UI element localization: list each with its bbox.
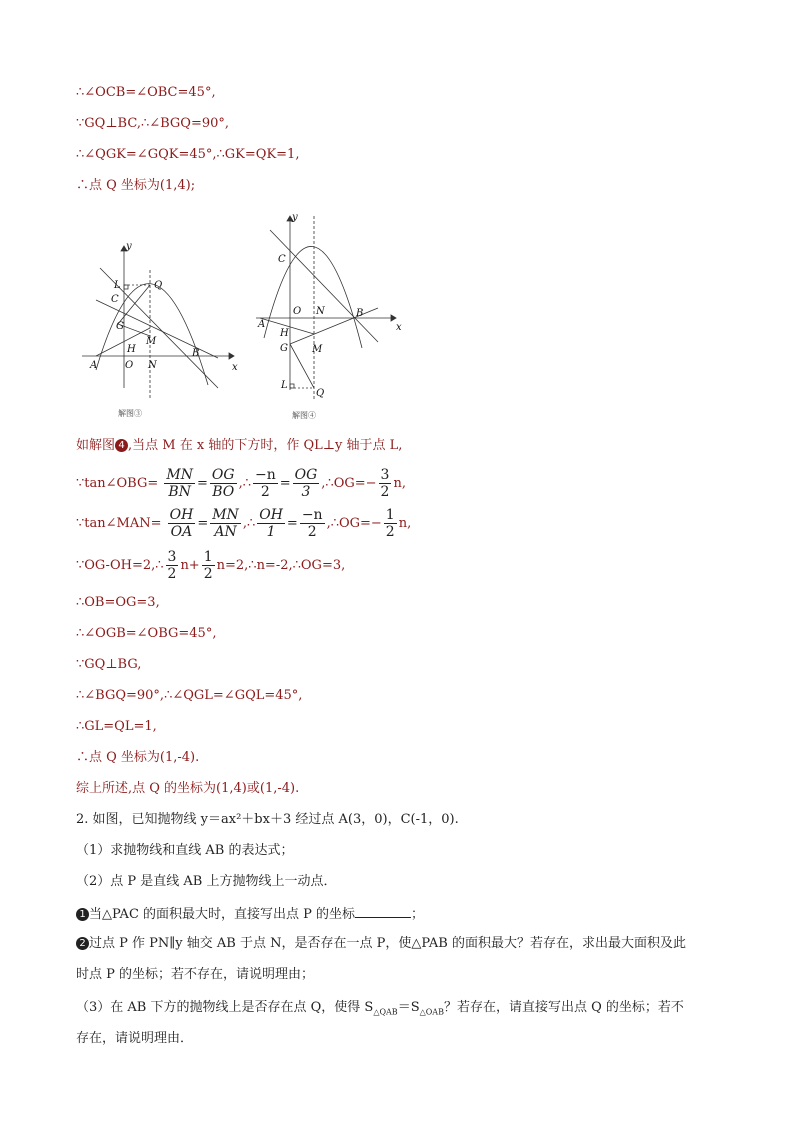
fig3-label-b: B	[192, 348, 200, 359]
fraction	[210, 467, 237, 500]
line-case-below-x	[76, 438, 402, 454]
line-angle-ocb: ∴∠OCB=∠OBC=45°,	[76, 85, 216, 100]
frac-den: 2	[260, 484, 270, 500]
line-ob-og: ∴OB=OG=3,	[76, 595, 160, 610]
frac-num: −n	[301, 507, 323, 523]
tan-man-prefix: ∵tan∠MAN=	[76, 516, 162, 531]
frac-num: 3	[167, 549, 177, 565]
frac-num: OG	[211, 467, 235, 483]
fig3-label-l: L	[114, 280, 121, 291]
fig3-label-q: Q	[154, 280, 163, 291]
subscript-qab: △QAB	[373, 1007, 398, 1017]
line-angle-ogb: ∴∠OGB=∠OBG=45°,	[76, 626, 217, 641]
fig3-label-x: x	[232, 362, 238, 373]
frac-den: 2	[307, 524, 317, 540]
fraction	[300, 507, 325, 540]
fig3-label-y: y	[126, 241, 132, 252]
fig3-label-o: O	[125, 360, 134, 371]
frac-den: OA	[170, 524, 193, 540]
line-gq-perp-bc: ∵GQ⊥BC,∴∠BGQ=90°,	[76, 116, 230, 131]
text-therefore: ,∴	[242, 516, 256, 531]
text-n-plus: n+	[180, 558, 200, 573]
fig4-label-y: y	[292, 212, 298, 223]
circled-2: 2	[76, 937, 89, 950]
fig4-label-o: O	[293, 306, 302, 317]
fraction	[293, 467, 320, 500]
fig4-label-c: C	[278, 254, 286, 265]
fig4-label-m: M	[312, 344, 323, 355]
frac-num: −n	[254, 467, 276, 483]
fig4-label-h: H	[280, 328, 289, 339]
text-n: n,	[393, 476, 406, 491]
frac-den: 2	[380, 484, 390, 500]
part-2a-text: 当△PAC 的面积最大时，直接写出点 P 的坐标	[89, 907, 356, 922]
fig3-caption: 解图③	[118, 409, 142, 418]
line-angle-bgq: ∴∠BGQ=90°,∴∠QGL=∠GQL=45°,	[76, 688, 303, 703]
frac-den: 2	[203, 566, 213, 582]
frac-den: BO	[212, 484, 235, 500]
line-angle-qgk: ∴∠QGK=∠GQK=45°,∴GK=QK=1,	[76, 147, 300, 162]
frac-den: 1	[266, 524, 276, 540]
fig3-label-m: M	[146, 336, 157, 347]
question-2-part-2b	[76, 936, 686, 952]
tan-obg-prefix: ∵tan∠OBG=	[76, 476, 159, 491]
circled-1: 1	[76, 908, 89, 921]
part-3-text-c: ？若存在，请直接写出点 Q 的坐标；若不	[443, 1000, 684, 1015]
answer-blank[interactable]	[355, 905, 411, 918]
line-og-oh	[76, 548, 345, 584]
frac-num: MN	[166, 467, 193, 483]
fig3-label-h: H	[127, 344, 136, 355]
text-og: ,∴OG=−	[326, 516, 382, 531]
line-gl-ql: ∴GL=QL=1,	[76, 719, 157, 734]
fig4-label-q: Q	[316, 388, 325, 399]
fig4-caption: 解图④	[292, 411, 316, 420]
part-2b-text: 过点 P 作 PN∥y 轴交 AB 于点 N，是否存在一点 P，使△PAB 的面积最大？若存在，求出最大面积及此	[89, 936, 686, 951]
fig4-label-l: L	[281, 380, 288, 391]
line-tan-man: ∵tan∠MAN= $\frac{OH}{OA}$ = $\frac{MN}{AN}$ ,∴ $\frac{OH}{1}$ = $\frac{-n}{2}$ ,∴OG=− $\frac{1}{2}$ n,	[76, 507, 412, 540]
frac-den: BN	[168, 484, 191, 500]
frac-num: 3	[380, 467, 390, 483]
fraction	[210, 507, 241, 540]
question-2-part-2: （2）点 P 是直线 AB 上方抛物线上一动点．	[76, 874, 337, 889]
frac-num: MN	[212, 507, 239, 523]
figure-solution-4	[250, 210, 420, 425]
question-2-part-1: （1）求抛物线和直线 AB 的表达式；	[76, 843, 294, 858]
fig3-label-g: G	[116, 321, 124, 332]
question-2-part-3-cont: 存在，请说明理由．	[76, 1031, 194, 1046]
text-result: n=2,∴n=-2,∴OG=3,	[216, 558, 346, 573]
fraction	[202, 549, 215, 582]
line-tan-obg: ∵tan∠OBG= $\frac{MN}{BN}$ = $\frac{OG}{BO}$ ,∴ $\frac{-n}{2}$ = $\frac{OG}{3}$ ,∴OG=− $\frac{3}{2}$ n,	[76, 467, 406, 500]
question-2-part-3	[76, 1000, 684, 1021]
fig4-label-a: A	[258, 319, 266, 330]
frac-num: OG	[294, 467, 318, 483]
text-therefore: ,∴	[238, 476, 251, 491]
fig3-label-n: N	[148, 360, 157, 371]
frac-den: 2	[385, 524, 395, 540]
frac-den: 2	[167, 566, 177, 582]
line-gq-perp-bg: ∵GQ⊥BG,	[76, 657, 142, 672]
fraction	[164, 467, 195, 500]
fraction	[384, 507, 397, 540]
subscript-oab: △OAB	[419, 1007, 444, 1017]
figure-solution-3	[78, 240, 246, 420]
question-2-stem: 2. 如图，已知抛物线 y＝ax²＋bx＋3 经过点 A(3，0)，C(-1，0).	[76, 812, 459, 827]
frac-num: 1	[385, 507, 395, 523]
fraction	[166, 549, 179, 582]
fraction	[257, 507, 285, 540]
frac-num: OH	[259, 507, 283, 523]
part-3-text-a: （3）在 AB 下方的抛物线上是否存在点 Q，使得 S	[76, 1000, 374, 1015]
frac-num: OH	[169, 507, 194, 523]
circled-4: 4	[115, 439, 128, 452]
text-og: ,∴OG=−	[321, 476, 377, 491]
case-prefix: 如解图	[76, 438, 116, 453]
fig4-label-b: B	[356, 308, 364, 319]
fig3-label-c: C	[111, 294, 119, 305]
fig4-label-x: x	[396, 322, 402, 333]
text-n: n,	[398, 516, 412, 531]
question-2-part-2b-cont: 时点 P 的坐标；若不存在，请说明理由；	[76, 967, 315, 982]
frac-den: AN	[214, 524, 237, 540]
line-q-coord-1: ∴点 Q 坐标为(1,4);	[76, 178, 196, 193]
fig4-label-g: G	[280, 343, 288, 354]
question-2-part-2a	[76, 905, 424, 923]
line-conclusion: 综上所述,点 Q 的坐标为(1,4)或(1,-4).	[76, 781, 300, 796]
fraction	[253, 467, 278, 500]
line-q-coord-2: ∴点 Q 坐标为(1,-4).	[76, 750, 200, 765]
case-text: ,当点 M 在 x 轴的下方时，作 QL⊥y 轴于点 L,	[128, 438, 403, 453]
part-2a-end: ；	[411, 907, 425, 922]
fig3-label-a: A	[90, 360, 98, 371]
fig4-label-n: N	[316, 306, 325, 317]
frac-num: 1	[203, 549, 213, 565]
fraction	[379, 467, 392, 500]
part-3-text-b: ＝S	[397, 1000, 420, 1015]
fraction	[168, 507, 196, 540]
og-oh-prefix: ∵OG-OH=2,∴	[76, 558, 164, 573]
frac-den: 3	[301, 484, 311, 500]
